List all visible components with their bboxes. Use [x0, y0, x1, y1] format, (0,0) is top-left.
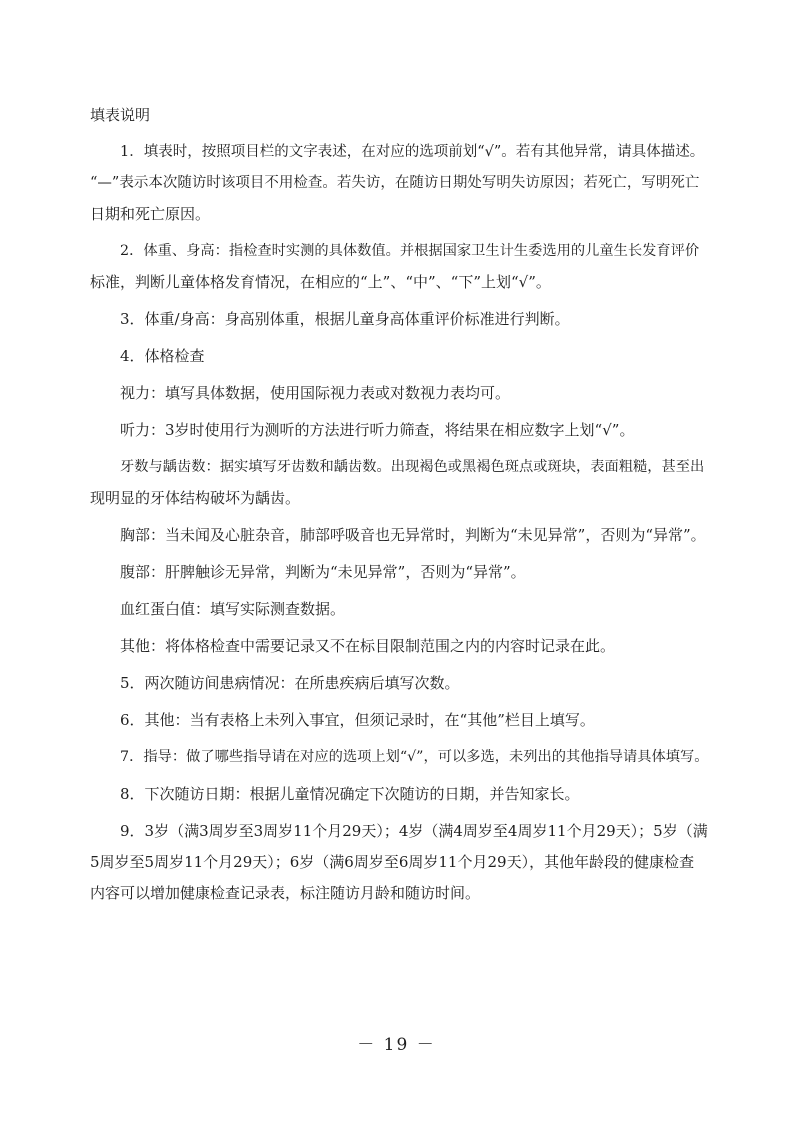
page-number: － 19 － [357, 1035, 436, 1055]
chest-note: 胸部：当未闻及心脏杂音，肺部呼吸音也无异常时，判断为“未见异常”，否则为“异常”。 [120, 526, 706, 544]
item-9 [90, 816, 708, 909]
item-1-line-1: 1．填表时，按照项目栏的文字表述，在对应的选项前划“√”。若有其他异常，请具体描述。 [120, 144, 705, 160]
item-9-line-3: 内容可以增加健康检查记录表，标注随访月龄和随访时间。 [90, 884, 481, 902]
item-4: 4．体格检查 [120, 347, 205, 365]
item-1 [90, 137, 705, 230]
teeth-note-line-2: 现明显的牙体结构破坏为龋齿。 [90, 489, 301, 507]
vision-note: 视力：填写具体数据，使用国际视力表或对数视力表均可。 [120, 384, 511, 402]
item-9-line-2: 5周岁至5周岁11个月29天）；6岁（满6周岁至6周岁11个月29天），其他年龄段的健康检查 [90, 853, 695, 871]
hemoglobin-note: 血红蛋白值：填写实际测查数据。 [120, 600, 346, 618]
other-exam-note: 其他：将体格检查中需要记录又不在标目限制范围之内的内容时记录在此。 [120, 637, 616, 655]
item-3: 3．体重/身高：身高别体重，根据儿童身高体重评价标准进行判断。 [120, 310, 570, 328]
item-1-line-2: “—”表示本次随访时该项目不用检查。若失访，在随访日期处写明失访原因；若死亡，写明死亡 [90, 175, 700, 191]
item-8: 8．下次随访日期：根据儿童情况确定下次随访的日期，并告知家长。 [120, 785, 580, 803]
instructions-body [90, 100, 709, 909]
item-1-line-3: 日期和死亡原因。 [90, 205, 211, 223]
teeth-note [90, 452, 705, 514]
hearing-note: 听力：3岁时使用行为测听的方法进行听力筛查，将结果在相应数字上划“√”。 [120, 421, 635, 439]
item-9-line-1: 9．3岁（满3周岁至3周岁11个月29天）；4岁（满4周岁至4周岁11个月29天）；5岁（满 [120, 822, 708, 840]
section-heading: 填表说明 [90, 106, 151, 124]
item-6: 6．其他：当有表格上未列入事宜，但须记录时，在“其他”栏目上填写。 [120, 711, 595, 729]
item-7: 7．指导：做了哪些指导请在对应的选项上划“√”，可以多选，未列出的其他指导请具体填写。 [120, 749, 709, 765]
item-2 [90, 236, 700, 298]
item-2-line-2: 标准，判断儿童体格发育情况，在相应的“上”、“中”、“下”上划“√”。 [90, 273, 551, 291]
teeth-note-line-1: 牙数与龋齿数：据实填写牙齿数和龋齿数。出现褐色或黑褐色斑点或斑块，表面粗糙，甚至出 [120, 459, 705, 475]
item-2-line-1: 2．体重、身高：指检查时实测的具体数值。并根据国家卫生计生委选用的儿童生长发育评价 [120, 243, 700, 259]
abdomen-note: 腹部：肝脾触诊无异常，判断为“未见异常”，否则为“异常”。 [120, 563, 526, 581]
item-5: 5．两次随访间患病情况：在所患疾病后填写次数。 [120, 674, 460, 692]
